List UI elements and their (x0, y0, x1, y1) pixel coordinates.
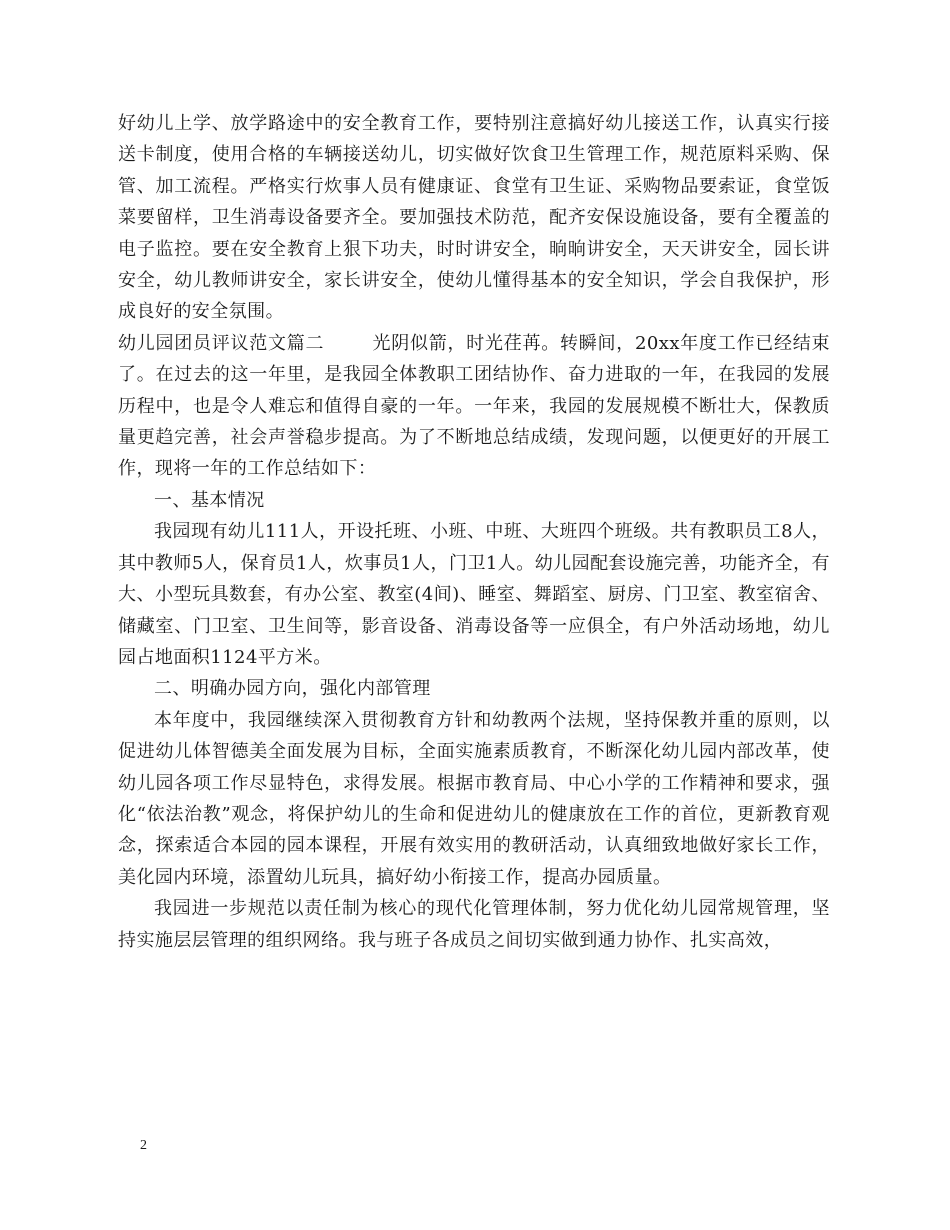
page-number: 2 (140, 1138, 147, 1153)
section-intro-text: 光阴似箭，时光荏苒。转瞬间，20xx年度工作已经结束了。在过去的这一年里，是我园全体教职工团结协作、奋力进取的一年，在我园的发展历程中，也是令人难忘和值得自豪的一年。一年来，我园的发展规模不断壮大，保教质量更趋完善，社会声誉稳步提高。为了不断地总结成绩，发现问题，以便更好的开展工作，现将一年的工作总结如下： (118, 332, 830, 480)
paragraph-management: 本年度中，我园继续深入贯彻教育方针和幼教两个法规，坚持保教并重的原则，以促进幼儿体智德美全面发展为目标，全面实施素质教育，不断深化幼儿园内部改革，使幼儿园各项工作尽显特色，求得发展。根据市教育局、中心小学的工作精神和要求，强化“依法治教”观念，将保护幼儿的生命和促进幼儿的健康放在工作的首位，更新教育观念，探索适合本园的园本课程，开展有效实用的教研活动，认真细致地做好家长工作，美化园内环境，添置幼儿玩具，搞好幼小衔接工作，提高办园质量。 (118, 709, 830, 888)
paragraph-safety-education: 好幼儿上学、放学路途中的安全教育工作，要特别注意搞好幼儿接送工作，认真实行接送卡制度，使用合格的车辆接送幼儿，切实做好饮食卫生管理工作，规范原料采购、保管、加工流程。严格实行炊事人员有健康证、食堂有卫生证、采购物品要索证，食堂饭菜要留样，卫生消毒设备要齐全。要加强技术防范，配齐安保设施设备，要有全覆盖的电子监控。要在安全教育上狠下功夫，时时讲安全，晌晌讲安全，天天讲安全，园长讲安全，幼儿教师讲安全，家长讲安全，使幼儿懂得基本的安全知识，学会自我保护，形成良好的安全氛围。 (118, 113, 830, 323)
paragraph-section-intro (118, 328, 830, 485)
heading-management: 二、明确办园方向，强化内部管理 (154, 678, 431, 700)
document-body (118, 108, 830, 956)
section-title: 幼儿园团员评议范文篇二 (118, 332, 325, 354)
paragraph-responsibility-system: 我园进一步规范以责任制为核心的现代化管理体制，努力优化幼儿园常规管理，坚持实施层层管理的组织网络。我与班子各成员之间切实做到通力协作、扎实高效， (118, 898, 830, 951)
heading-basic-situation: 一、基本情况 (154, 489, 265, 511)
paragraph-basic-situation: 我园现有幼儿111人，开设托班、小班、中班、大班四个班级。共有教职员工8人，其中教师5人，保育员1人，炊事员1人，门卫1人。幼儿园配套设施完善，功能齐全，有大、小型玩具数套，有办公室、教室(4间)、睡室、舞蹈室、厨房、门卫室、教室宿舍、储藏室、门卫室、卫生间等，影音设备、消毒设备等一应俱全，有户外活动场地，幼儿园占地面积1124平方米。 (118, 521, 830, 668)
